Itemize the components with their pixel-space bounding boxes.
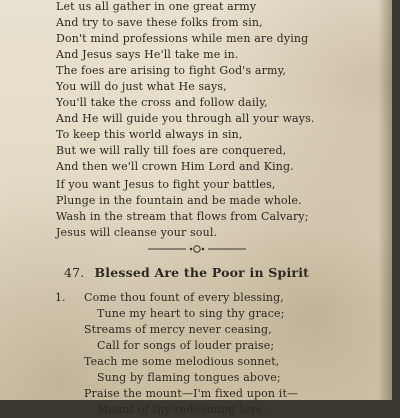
stanza-line: Wash in the stream that flows from Calvary; xyxy=(56,210,309,223)
stanza xyxy=(56,177,309,241)
hymn-heading xyxy=(64,265,309,281)
hymn-verse xyxy=(0,290,392,418)
stanza-line: Let us all gather in one great army xyxy=(56,0,257,13)
stanza-line: To keep this world always in sin, xyxy=(56,128,243,141)
stanza-line: And then we'll crown Him Lord and King. xyxy=(56,160,294,173)
verse-line: Sung by flaming tongues above; xyxy=(97,371,281,384)
stanza-line: But we will rally till foes are conquered, xyxy=(56,144,287,157)
verse-line: Teach me some melodious sonnet, xyxy=(84,355,280,368)
ornament-divider xyxy=(148,244,246,254)
stanza-line: Jesus will cleanse your soul. xyxy=(56,226,218,239)
stanza-line: Don't mind professions while men are dying xyxy=(56,32,309,45)
verse-line: Mount of thy redeeming love. xyxy=(97,403,267,416)
stanza-line: You will do just what He says, xyxy=(56,80,227,93)
stanza-line: The foes are arising to fight God's army, xyxy=(56,64,287,77)
stanza-line: Plunge in the fountain and be made whole. xyxy=(56,194,302,207)
verse-line: Call for songs of louder praise; xyxy=(97,339,275,352)
stanza xyxy=(56,127,294,175)
stanza xyxy=(56,63,315,127)
stanza-line: And Jesus says He'll take me in. xyxy=(56,48,239,61)
stanza-line: And try to save these folks from sin, xyxy=(56,16,263,29)
verse-number: 1. xyxy=(55,291,66,304)
stanza-line: If you want Jesus to fight your battles, xyxy=(56,178,276,191)
verse-line: Tune my heart to sing thy grace; xyxy=(97,307,285,320)
verse-line: Streams of mercy never ceasing, xyxy=(84,323,272,336)
hymn-title: Blessed Are the Poor in Spirit xyxy=(94,265,310,280)
stanza-line: You'll take the cross and follow daily, xyxy=(56,96,268,109)
stanza-line: And He will guide you through all your ways. xyxy=(56,112,315,125)
verse-line: Praise the mount—I'm fixed upon it— xyxy=(84,387,299,400)
stanza xyxy=(56,0,308,63)
hymn-number: 47. xyxy=(64,265,85,280)
page-edge-shadow xyxy=(378,0,392,400)
verse-line: Come thou fount of every blessing, xyxy=(84,291,284,304)
